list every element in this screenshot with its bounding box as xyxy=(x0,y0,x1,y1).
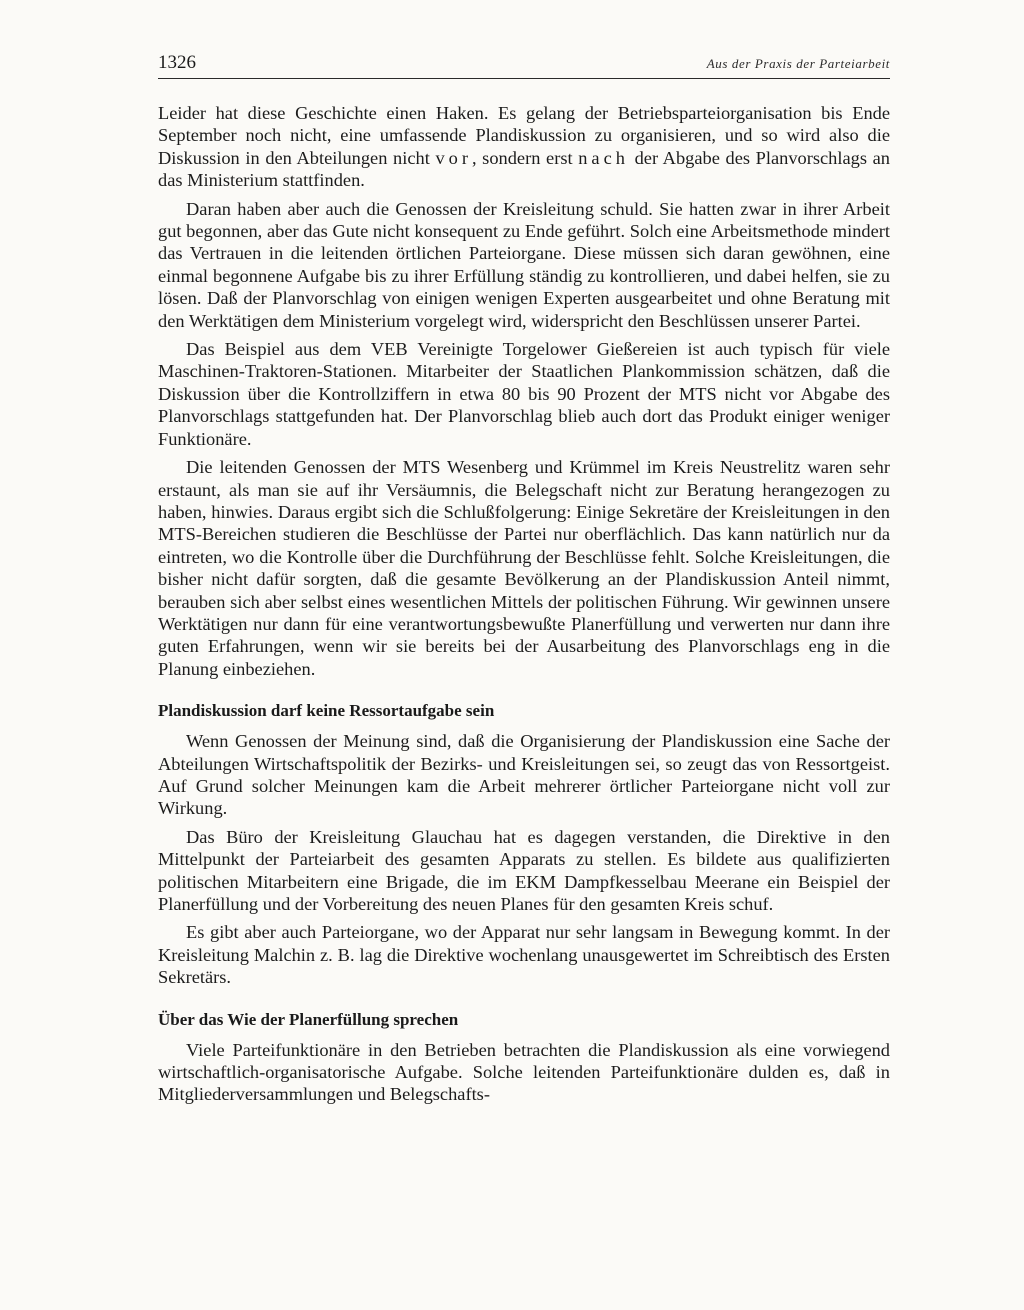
paragraph xyxy=(158,921,890,988)
text-run: Wenn Genossen der Meinung sind, daß die Organisierung der Plandiskussion eine Sache der Abteilungen Wirtschaftspolitik der Bezirks- und Kreisleitungen sei, so zeugt das von Ressortgeist. Auf Grund solcher Meinungen kam die Arbeit mehrerer örtlicher Parteiorgane nicht voll zur Wirkung. xyxy=(158,731,890,819)
emphasis-spaced: vor xyxy=(435,147,472,168)
paragraph xyxy=(158,338,890,450)
text-run: Die leitenden Genossen der MTS Wesenberg und Krümmel im Kreis Neustrelitz waren sehr erstaunt, als man sie auf ihr Versäumnis, die Belegschaft nicht zur Beratung herangezogen zu haben, hinwies. Daraus ergibt sich die Schlußfolgerung: Einige Sekretäre der Kreisleitungen in den MTS-Bereichen studieren die Beschlüsse der Partei nur oberflächlich. Das kann natürlich nur da eintreten, wo die Kontrolle über die Durchführung der Beschlüsse fehlt. Solche Kreisleitungen, die bisher nicht dafür sorgten, daß die gesamte Bevölkerung an der Plandiskussion Anteil nimmt, berauben sich aber selbst eines wesentlichen Mittels der politischen Führung. Wir gewinnen unsere Werktätigen nur dann für eine verantwortungsbewußte Planerfüllung und verwerten nur dann ihre guten Erfahrungen, wenn wir sie bereits bei der Ausarbeitung des Planvorschlags eng in die Planung einbeziehen. xyxy=(158,457,890,679)
text-run: Leider hat diese Geschichte einen Haken. Es gelang der Betriebsparteiorganisation bis Ende September noch nicht, eine umfassende Plandiskussion zu organisieren, und so wird also die Diskussion in den Abteilungen nicht xyxy=(158,103,890,168)
paragraph xyxy=(158,102,890,192)
text-run: Viele Parteifunktionäre in den Betrieben betrachten die Plandiskussion als eine vorwiegend wirtschaftlich-organisatorische Aufgabe. Solche leitenden Parteifunktionäre dulden es, daß in Mitgliederversammlungen und Belegschafts- xyxy=(158,1039,890,1105)
emphasis-spaced: nach xyxy=(578,147,629,168)
text-run: Daran haben aber auch die Genossen der Kreisleitung schuld. Sie hatten zwar in ihrer Arbeit gut begonnen, aber das Gute nicht konsequent zu Ende geführt. Solch eine Arbeitsmethode mindert das Vertrauen in die leitenden örtlichen Parteiorgane. Diese müssen sich daran gewöhnen, eine einmal begonnene Aufgabe bis zu ihrer Erfüllung ständig zu kontrollieren, und dabei helfen, sie zu lösen. Daß der Planvorschlag von einigen wenigen Experten ausgearbeitet und ohne Beratung mit den Werktätigen dem Ministerium vorgelegt wird, widerspricht den Beschlüssen unserer Partei. xyxy=(158,198,890,331)
running-head: Aus der Praxis der Parteiarbeit xyxy=(706,56,890,71)
text-run: , sondern erst xyxy=(471,147,579,168)
section-heading: Über das Wie der Planerfüllung sprechen xyxy=(158,1009,459,1029)
page-header xyxy=(158,50,890,79)
page-number: 1326 xyxy=(158,52,196,73)
paragraph xyxy=(158,198,890,332)
text-run: Das Büro der Kreisleitung Glauchau hat es dagegen verstanden, die Direktive in den Mittelpunkt der Parteiarbeit des gesamten Apparats zu stellen. Es bildete aus qualifizierten politischen Mitarbeitern eine Brigade, die im EKM Dampfkesselbau Meerane ein Beispiel der Planerfüllung und der Vorbereitung des neuen Planes für den gesamten Kreis schuf. xyxy=(158,826,890,914)
paragraph xyxy=(158,1039,890,1106)
text-run: Es gibt aber auch Parteiorgane, wo der Apparat nur sehr langsam in Bewegung kommt. In der Kreisleitung Malchin z. B. lag die Direktive wochenlang unausgewertet im Schreibtisch des Ersten Sekretärs. xyxy=(158,922,890,988)
body-text xyxy=(158,102,890,1112)
paragraph xyxy=(158,730,890,820)
paragraph xyxy=(158,826,890,916)
paragraph xyxy=(158,456,890,680)
section-heading: Plandiskussion darf keine Ressortaufgabe sein xyxy=(158,701,495,721)
text-run: der Abgabe des Planvorschlags an das Ministerium stattfinden. xyxy=(158,147,890,191)
text-run: Das Beispiel aus dem VEB Vereinigte Torgelower Gießereien ist auch typisch für viele Maschinen-Traktoren-Stationen. Mitarbeiter der Staatlichen Plankommission schätzen, daß die Diskussion über die Kontrollziffern in etwa 80 bis 90 Prozent der MTS nicht vor Abgabe des Planvorschlags stattgefunden hat. Der Planvorschlag blieb auch dort das Produkt einiger weniger Funktionäre. xyxy=(158,339,890,449)
